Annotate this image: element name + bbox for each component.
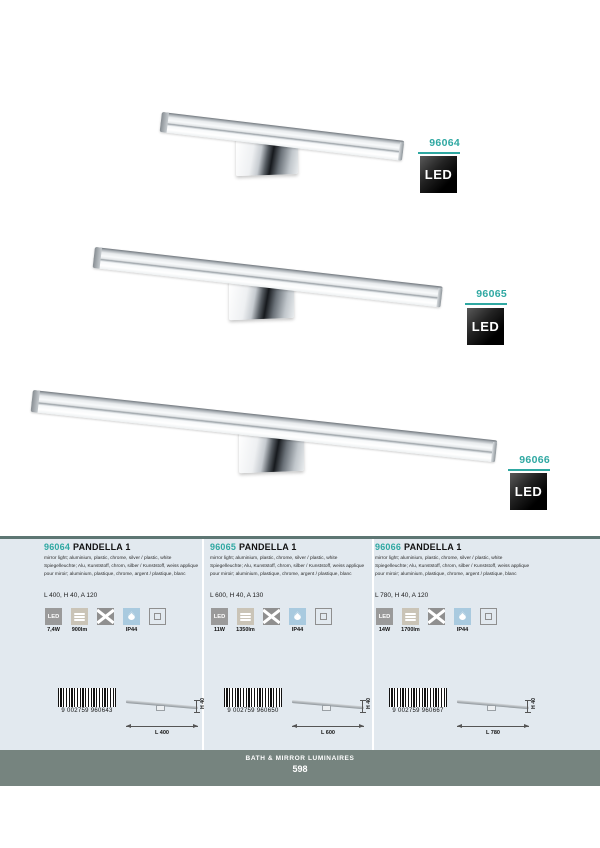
led-badge-icon: LED <box>420 156 457 193</box>
drawing-lamp-bracket <box>156 705 165 711</box>
led-icon-label: LED <box>378 613 391 620</box>
non-replaceable-lamp-icon <box>263 608 280 625</box>
lumens-label: 1350lm <box>236 627 255 634</box>
led-icon-label: LED <box>47 613 60 620</box>
ip-rating-label: IP44 <box>291 627 304 634</box>
ip-rating-label: IP44 <box>125 627 138 634</box>
height-dimension-label: H 40 <box>531 698 537 709</box>
drawing-lamp-bracket <box>487 705 496 711</box>
length-dimension-line <box>457 726 529 727</box>
wattage-label: 14W <box>378 627 391 634</box>
product-description <box>210 555 366 578</box>
spec-icon-row <box>375 608 533 634</box>
water-drop-icon <box>289 608 306 625</box>
footer-band <box>0 750 600 786</box>
product-code-96064: 96064 <box>418 137 460 154</box>
lumen-output-icon <box>402 608 419 625</box>
spec-icon-row <box>210 608 368 634</box>
dimension-drawing <box>455 692 537 746</box>
barcode-bars <box>58 688 116 707</box>
lumen-output-icon <box>237 608 254 625</box>
wattage-label: 11W <box>213 627 225 634</box>
dimensions-text: L 400, H 40, A 120 <box>44 592 98 600</box>
barcode-number: 9 002759 960667 <box>392 708 444 714</box>
led-badge-icon: LED <box>467 308 504 345</box>
protection-class-2-icon <box>149 608 166 625</box>
water-drop-icon <box>454 608 471 625</box>
barcode <box>222 688 284 714</box>
non-replaceable-lamp-icon <box>97 608 114 625</box>
product-description <box>375 555 531 578</box>
lumens-label: 900lm <box>71 627 88 634</box>
drawing-lamp-bracket <box>322 705 331 711</box>
desc-de: Spiegelleuchte; Alu, Kunststoff, chrom, silber / Kunststoff, weiss <box>210 563 347 569</box>
barcode-number: 9 002759 960650 <box>227 708 279 714</box>
product-title <box>375 542 533 552</box>
column-divider <box>372 539 374 750</box>
led-icon <box>376 608 393 625</box>
barcode-bars <box>224 688 282 707</box>
product-code-label: 96066 <box>375 542 402 552</box>
led-icon-label: LED <box>213 613 226 620</box>
desc-fr: applique pour miroir; aluminium, plastique, chrome, argent / plastique, blanc <box>44 563 199 577</box>
desc-de: Spiegelleuchte; Alu, Kunststoff, chrom, silber / Kunststoff, weiss <box>375 563 512 569</box>
length-dimension-label: L 400 <box>155 730 169 736</box>
product-code-label: 96065 <box>210 542 237 552</box>
product-title <box>210 542 368 552</box>
length-dimension-label: L 780 <box>486 730 500 736</box>
wattage-label: 7,4W <box>47 627 60 634</box>
barcode-number: 9 002759 960643 <box>61 708 113 714</box>
protection-class-2-icon <box>480 608 497 625</box>
led-icon <box>45 608 62 625</box>
length-dimension-line <box>292 726 364 727</box>
height-dimension-label: H 40 <box>200 698 206 709</box>
barcode <box>56 688 118 714</box>
barcode-bars <box>389 688 447 707</box>
water-drop-icon <box>123 608 140 625</box>
spec-icon-row <box>44 608 202 634</box>
product-info-column-96066 <box>375 542 537 748</box>
product-info-column-96065 <box>210 542 372 748</box>
lumens-label: 1700lm <box>401 627 420 634</box>
lumen-output-icon <box>71 608 88 625</box>
dimension-drawing <box>290 692 372 746</box>
dimension-drawing <box>124 692 206 746</box>
ip-rating-label: IP44 <box>456 627 469 634</box>
product-info-column-96064 <box>44 542 206 748</box>
dimensions-text: L 600, H 40, A 130 <box>210 592 264 600</box>
length-dimension-line <box>126 726 198 727</box>
product-code-96065: 96065 <box>465 288 507 305</box>
product-title <box>44 542 202 552</box>
desc-fr: applique pour miroir; aluminium, plastique, chrome, argent / plastique, blanc <box>375 563 530 577</box>
product-code-label: 96064 <box>44 542 71 552</box>
height-dimension-label: H 40 <box>366 698 372 709</box>
protection-class-2-icon <box>315 608 332 625</box>
footer-page-number: 598 <box>292 764 308 774</box>
dimensions-text: L 780, H 40, A 120 <box>375 592 429 600</box>
product-description <box>44 555 200 578</box>
product-code-96066: 96066 <box>508 454 550 471</box>
product-name-label: PANDELLA 1 <box>404 542 462 552</box>
led-badge-icon: LED <box>510 473 547 510</box>
product-name-label: PANDELLA 1 <box>239 542 297 552</box>
led-icon <box>211 608 228 625</box>
barcode <box>387 688 449 714</box>
desc-en: mirror light; aluminium, plastic, chrome, silver / plastic, white <box>375 556 503 561</box>
non-replaceable-lamp-icon <box>428 608 445 625</box>
desc-fr: applique pour miroir; aluminium, plastique, chrome, argent / plastique, blanc <box>210 563 365 577</box>
product-name-label: PANDELLA 1 <box>73 542 131 552</box>
footer-section-title: BATH & MIRROR LUMINAIRES <box>245 755 355 762</box>
length-dimension-label: L 600 <box>321 730 335 736</box>
desc-en: mirror light; aluminium, plastic, chrome, silver / plastic, white <box>210 556 338 561</box>
desc-en: mirror light; aluminium, plastic, chrome, silver / plastic, white <box>44 556 172 561</box>
desc-de: Spiegelleuchte; Alu, Kunststoff, chrom, silber / Kunststoff, weiss <box>44 563 181 569</box>
